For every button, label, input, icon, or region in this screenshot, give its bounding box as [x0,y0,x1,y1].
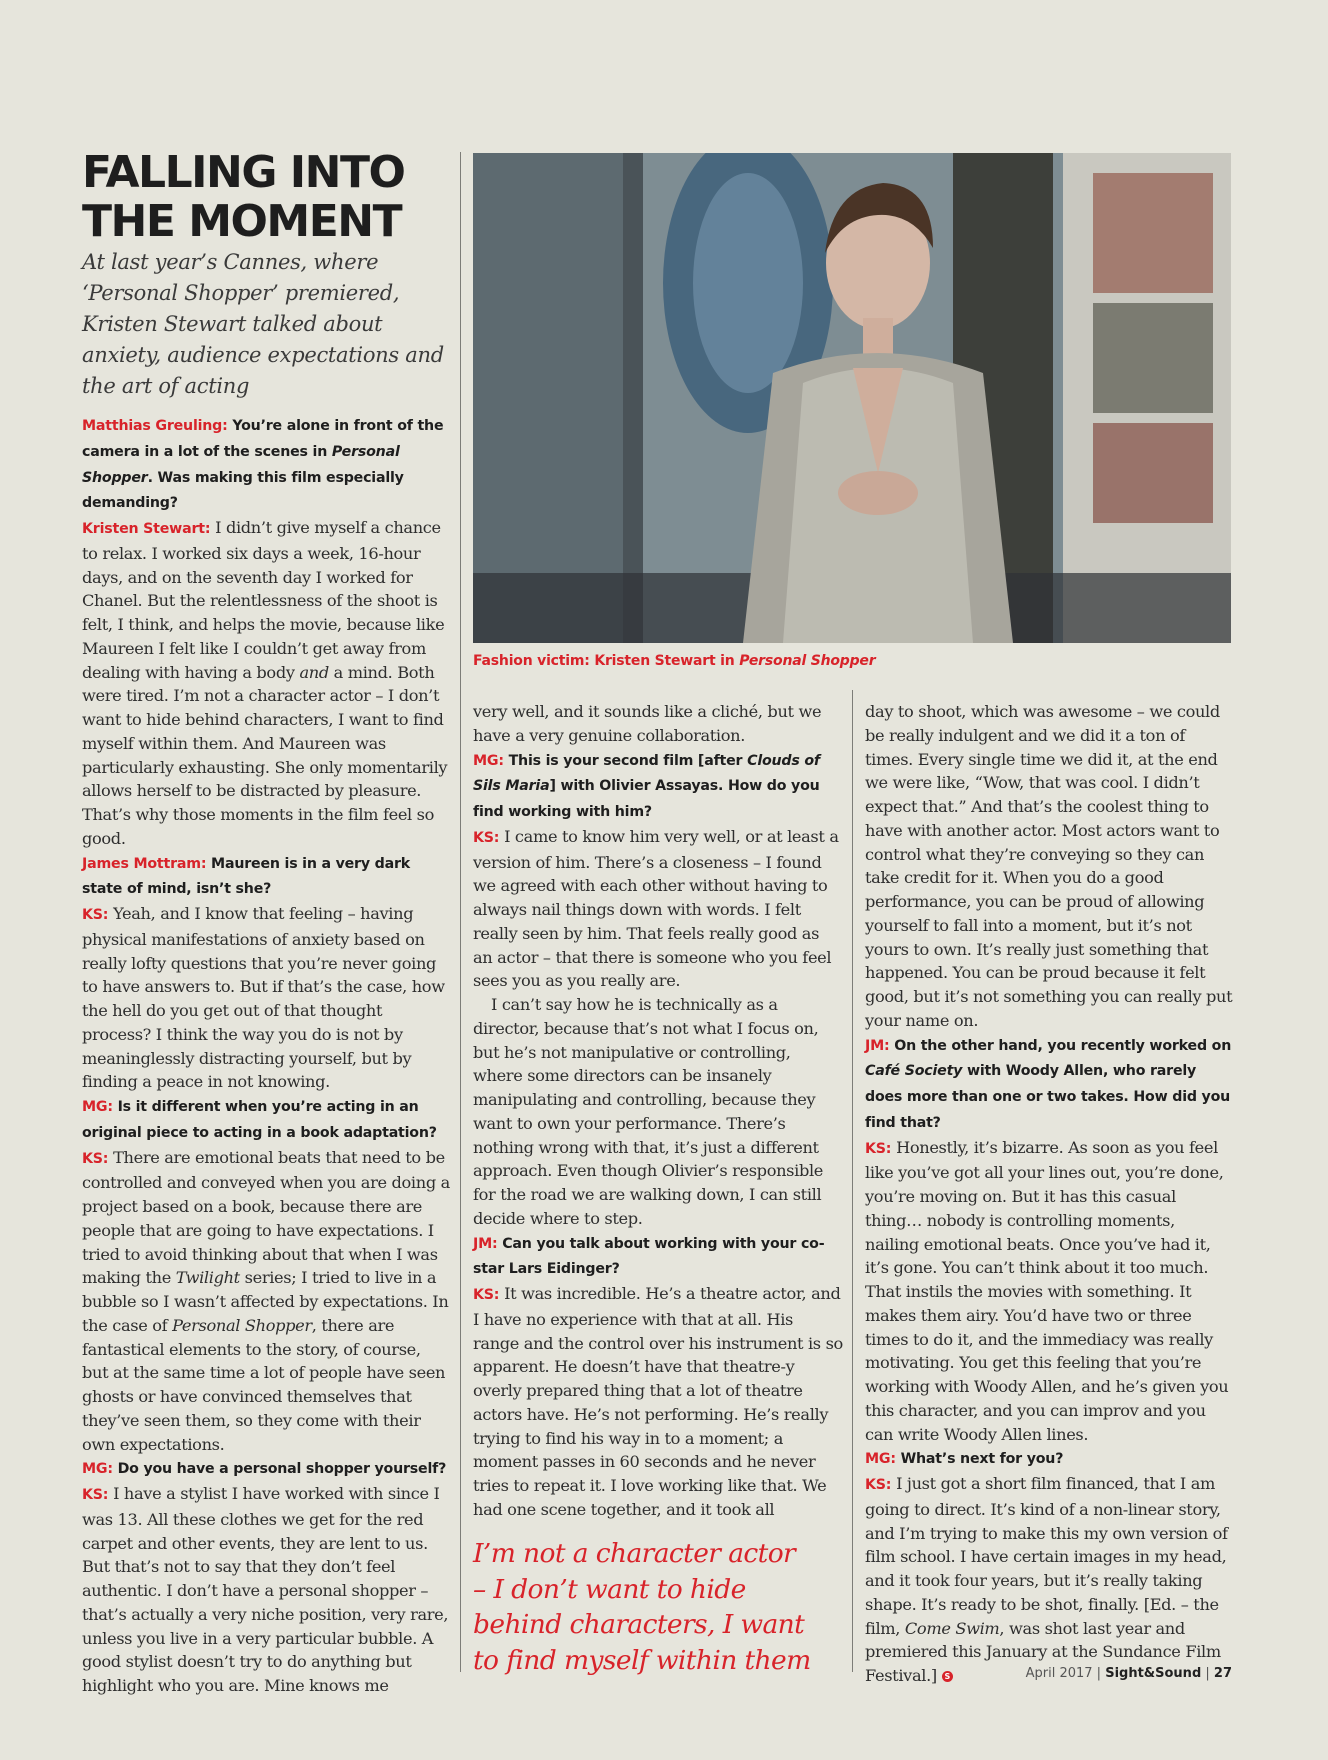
page-number: 27 [1213,1666,1232,1681]
speaker-label: JM: [865,1037,890,1054]
speaker-label: Matthias Greuling: [82,418,228,434]
question-3: MG: Is it different when you’re acting in an original piece to acting in a book adaptation? [82,1099,437,1141]
question-2: James Mottram: Maureen is in a very dark state of mind, isn’t she? [82,855,411,898]
caption-label: Fashion victim: Kristen Stewart in [473,653,740,669]
speaker-label: James Mottram: [82,855,207,872]
answer-6: KS: It was incredible. He’s a theatre actor, and I have no experience with that at all. His range and the control over his instrument is so apparent. He doesn’t have that theatre-y overly prepared thing that a lot of theatre actors have. He’s not performing. He’s really trying to find his way in to a moment; a moment passes in 60 seconds and he never tries to repeat it. I love working like that. We had one scene together, and it took all [473,1284,843,1519]
question-6: JM: Can you talk about working with your co-star Lars Eidinger? [473,1235,825,1278]
speaker-label: KS: [865,1140,892,1157]
speaker-label: Kristen Stewart: [82,521,211,537]
photo-illustration [473,153,1231,643]
speaker-label: MG: [82,1099,113,1115]
article-column-2 [473,700,843,1522]
speaker-label: KS: [82,907,109,923]
question-1: Matthias Greuling: You’re alone in front of the camera in a lot of the scenes in Personal Shopper. Was making this film especially demanding? [82,418,444,512]
magazine-name: Sight&Sound [1105,1666,1202,1681]
speaker-label: MG: [82,1461,113,1478]
article-column-1 [82,413,450,1698]
paragraph: very well, and it sounds like a cliché, but we have a very genuine collaboration. [473,702,822,745]
speaker-label: JM: [473,1235,498,1252]
paragraph: day to shoot, which was awesome – we could be really indulgent and we did it a ton of times. Every single time we did it, at the end we were like, “Wow, that was cool. I didn’t expect that.” And that’s the coolest thing to have with another actor. Most actors want to control what they’re conveying so they can take credit for it. When you do a good performance, you can be proud of allowing yourself to fall into a moment, but it’s not yours to own. It’s really just something that happened. You can be proud because it felt good, but it’s not something you can really put your name on. [865,702,1233,1030]
answer-4: KS: I have a stylist I have worked with since I was 13. All these clothes we get for the red carpet and other events, they are lent to us. But that’s not to say that they don’t feel authentic. I don’t have a personal shopper – that’s actually a very niche position, very rare, unless you live in a very particular bubble. A good stylist doesn’t try to do anything but highlight who you are. Mine knows me [82,1484,449,1695]
answer-5: KS: I came to know him very well, or at least a version of him. There’s a closeness – I found we agreed with each other without having to always nail things down with words. I felt really seen by him. That feels really good as an actor – that there is someone who you feel sees you as you really are. [473,826,839,991]
speaker-label: KS: [473,829,500,846]
article-column-3 [865,700,1233,1688]
standfirst: At last year’s Cannes, where ‘Personal Shopper’ premiered, Kristen Stewart talked about anxiety, audience expectations and the art of acting [82,250,444,398]
answer-3: KS: There are emotional beats that need to be controlled and conveyed when you are doing a project based on a book, because there are people that are going to have expectations. I tried to avoid thinking about that when I was making the Twilight series; I tried to live in a bubble so I wasn’t affected by expectations. In the case of Personal Shopper, there are fantastical elements to the story, of course, but at the same time a lot of people have seen ghosts or have convinced themselves that they’ve seen them, so they come with their own expectations. [82,1147,450,1454]
question-7: JM: On the other hand, you recently worked on Café Society with Woody Allen, who rarely does more than one or two takes. How did you find that? [865,1037,1232,1131]
question-4: MG: Do you have a personal shopper yourself? [82,1461,447,1478]
answer-8: KS: I just got a short film financed, that I am going to direct. It’s kind of a non-linear story, and I’m trying to make this my own version of film school. I have certain images in my head, and it took four years, but it’s really taking shape. It’s ready to be shot, finally. [Ed. – the film, Come Swim, was shot last year and premiered this January at the Sundance Film Festival.] S [865,1474,1228,1685]
answer-7: KS: Honestly, it’s bizarre. As soon as you feel like you’ve got all your lines out, you’re done, you’re moving on. But it has this casual thing… nobody is controlling moments, nailing emotional beats. Once you’ve had it, it’s gone. You can’t think about it too much. That instils the movies with something. It makes them airy. You’d have two or three times to do it, and the immediacy was really motivating. You get this feeling that you’re working with Woody Allen, and he’s given you this character, and you can improv and you can write Woody Allen lines. [865,1137,1229,1444]
column-rule-right [852,690,853,1672]
end-mark-icon: S [942,1671,953,1682]
speaker-label: KS: [473,1287,500,1303]
pull-quote: I’m not a character actor – I don’t want to hide behind characters, I want to find myself within them [473,1538,811,1676]
speaker-label: KS: [865,1477,892,1493]
folio: April 2017 | Sight&Sound | 27 [1025,1666,1232,1681]
speaker-label: MG: [865,1451,896,1468]
caption-film-title: Personal Shopper [739,653,876,669]
article-photo [473,153,1231,643]
answer-2: KS: Yeah, and I know that feeling – having physical manifestations of anxiety based on really lofty questions that you’re never going to have answers to. But if that’s the case, how the hell do you get out of that thought process? I think the way you do is not by meaninglessly distracting yourself, but by finding a peace in not knowing. [82,904,445,1092]
speaker-label: MG: [473,752,504,769]
answer-1: Kristen Stewart: I didn’t give myself a chance to relax. I worked six days a week, 16-hour days, and on the seventh day I worked for Chanel. But the relentlessness of the shoot is felt, I think, and helps the movie, because like Maureen I felt like I couldn’t get away from dealing with having a body and a mind. Both were tired. I’m not a character actor – I don’t want to hide behind characters, I want to find myself within them. And Maureen was particularly exhausting. She only momentarily allows herself to be distracted by pleasure. That’s why those moments in the film feel so good. [82,518,448,848]
issue-date: April 2017 [1025,1666,1093,1681]
paragraph: I can’t say how he is technically as a director, because that’s not what I focus on, but he’s not manipulative or controlling, where some directors can be insanely manipulating and controlling, because they want to own your performance. There’s nothing wrong with that, it’s just a different approach. Even though Olivier’s responsible for the road we are walking down, I can still decide where to step. [473,995,824,1228]
question-5: MG: This is your second film [after Clouds of Sils Maria] with Olivier Assayas. How do you find working with him? [473,752,820,820]
question-8: MG: What’s next for you? [865,1451,1064,1468]
speaker-label: KS: [82,1487,109,1503]
headline: FALLING INTO THE MOMENT [82,147,405,247]
speaker-label: KS: [82,1150,109,1167]
photo-caption [473,653,1231,669]
